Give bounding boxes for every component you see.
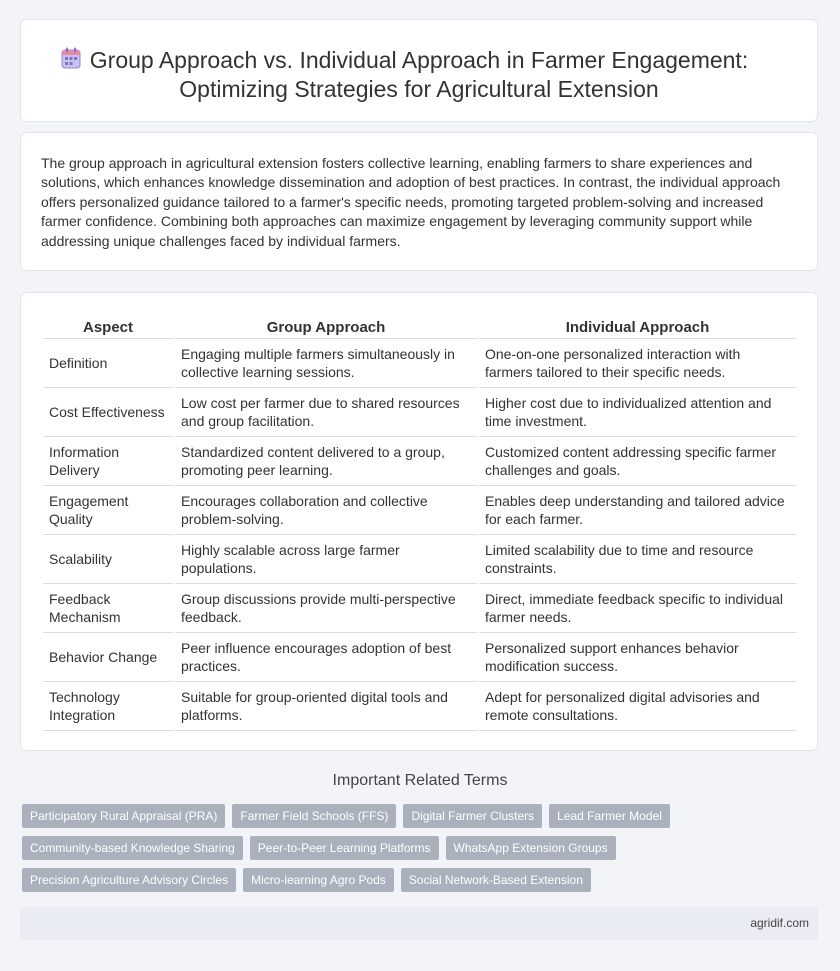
cell-group: Low cost per farmer due to shared resources and group facilitation. [175,388,477,437]
related-terms-title: Important Related Terms [332,772,508,789]
header-card [20,19,818,122]
cell-individual: Customized content addressing specific farmer challenges and goals. [479,437,796,486]
cell-individual: Direct, immediate feedback specific to individual farmer needs. [479,584,796,633]
cell-individual: One-on-one personalized interaction with farmers tailored to their specific needs. [479,339,796,388]
term-tag[interactable]: Community-based Knowledge Sharing [22,836,243,860]
table-row [43,437,796,486]
cell-aspect: Cost Effectiveness [43,388,173,437]
header-individual: Individual Approach [479,314,796,339]
intro-card [20,132,818,271]
tag-row [22,868,722,892]
table-header-row [43,314,796,339]
cell-group: Encourages collaboration and collective problem-solving. [175,486,477,535]
footer [20,907,818,940]
cell-aspect: Scalability [43,535,173,584]
term-tag[interactable]: Digital Farmer Clusters [403,804,542,828]
cell-aspect: Feedback Mechanism [43,584,173,633]
comparison-table [41,314,798,731]
header-group: Group Approach [175,314,477,339]
cell-group: Suitable for group-oriented digital tools and platforms. [175,682,477,731]
table-row [43,339,796,388]
cell-group: Group discussions provide multi-perspective feedback. [175,584,477,633]
table-row [43,584,796,633]
table-row [43,486,796,535]
term-tag[interactable]: Precision Agriculture Advisory Circles [22,868,236,892]
table-row [43,388,796,437]
cell-aspect: Technology Integration [43,682,173,731]
comparison-table-card [20,292,818,751]
header-aspect: Aspect [43,314,173,339]
cell-individual: Personalized support enhances behavior modification success. [479,633,796,682]
table-row [43,682,796,731]
term-tag[interactable]: Social Network-Based Extension [401,868,591,892]
cell-aspect: Behavior Change [43,633,173,682]
cell-group: Highly scalable across large farmer populations. [175,535,477,584]
cell-group: Standardized content delivered to a group, promoting peer learning. [175,437,477,486]
intro-paragraph: The group approach in agricultural extension fosters collective learning, enabling farmers to share experiences and solutions, which enhances knowledge dissemination and adoption of best practices. In contrast, the individual approach offers personalized guidance tailored to a farmer's specific needs, promoting targeted problem-solving and increased farmer confidence. Combining both approaches can maximize engagement by leveraging community support while addressing unique challenges faced by individual farmers. [41,155,781,249]
term-tag[interactable]: Participatory Rural Appraisal (PRA) [22,804,225,828]
page-title [21,46,817,104]
cell-aspect: Engagement Quality [43,486,173,535]
cell-aspect: Information Delivery [43,437,173,486]
title-line-2: Optimizing Strategies for Agricultural Extension [179,76,659,102]
related-terms [22,804,722,900]
cell-aspect: Definition [43,339,173,388]
footer-site-link[interactable]: agridif.com [750,916,809,930]
term-tag[interactable]: Micro-learning Agro Pods [243,868,394,892]
title-line-1: Group Approach vs. Individual Approach in Farmer Engagement: [89,47,749,73]
tag-row [22,804,722,828]
cell-individual: Limited scalability due to time and resource constraints. [479,535,796,584]
cell-group: Peer influence encourages adoption of best practices. [175,633,477,682]
cell-group: Engaging multiple farmers simultaneously in collective learning sessions. [175,339,477,388]
cell-individual: Enables deep understanding and tailored advice for each farmer. [479,486,796,535]
tag-row [22,836,722,860]
term-tag[interactable]: Peer-to-Peer Learning Platforms [250,836,439,860]
term-tag[interactable]: WhatsApp Extension Groups [446,836,616,860]
term-tag[interactable]: Lead Farmer Model [549,804,670,828]
table-row [43,633,796,682]
cell-individual: Adept for personalized digital advisories and remote consultations. [479,682,796,731]
table-row [43,535,796,584]
cell-individual: Higher cost due to individualized attention and time investment. [479,388,796,437]
term-tag[interactable]: Farmer Field Schools (FFS) [232,804,396,828]
